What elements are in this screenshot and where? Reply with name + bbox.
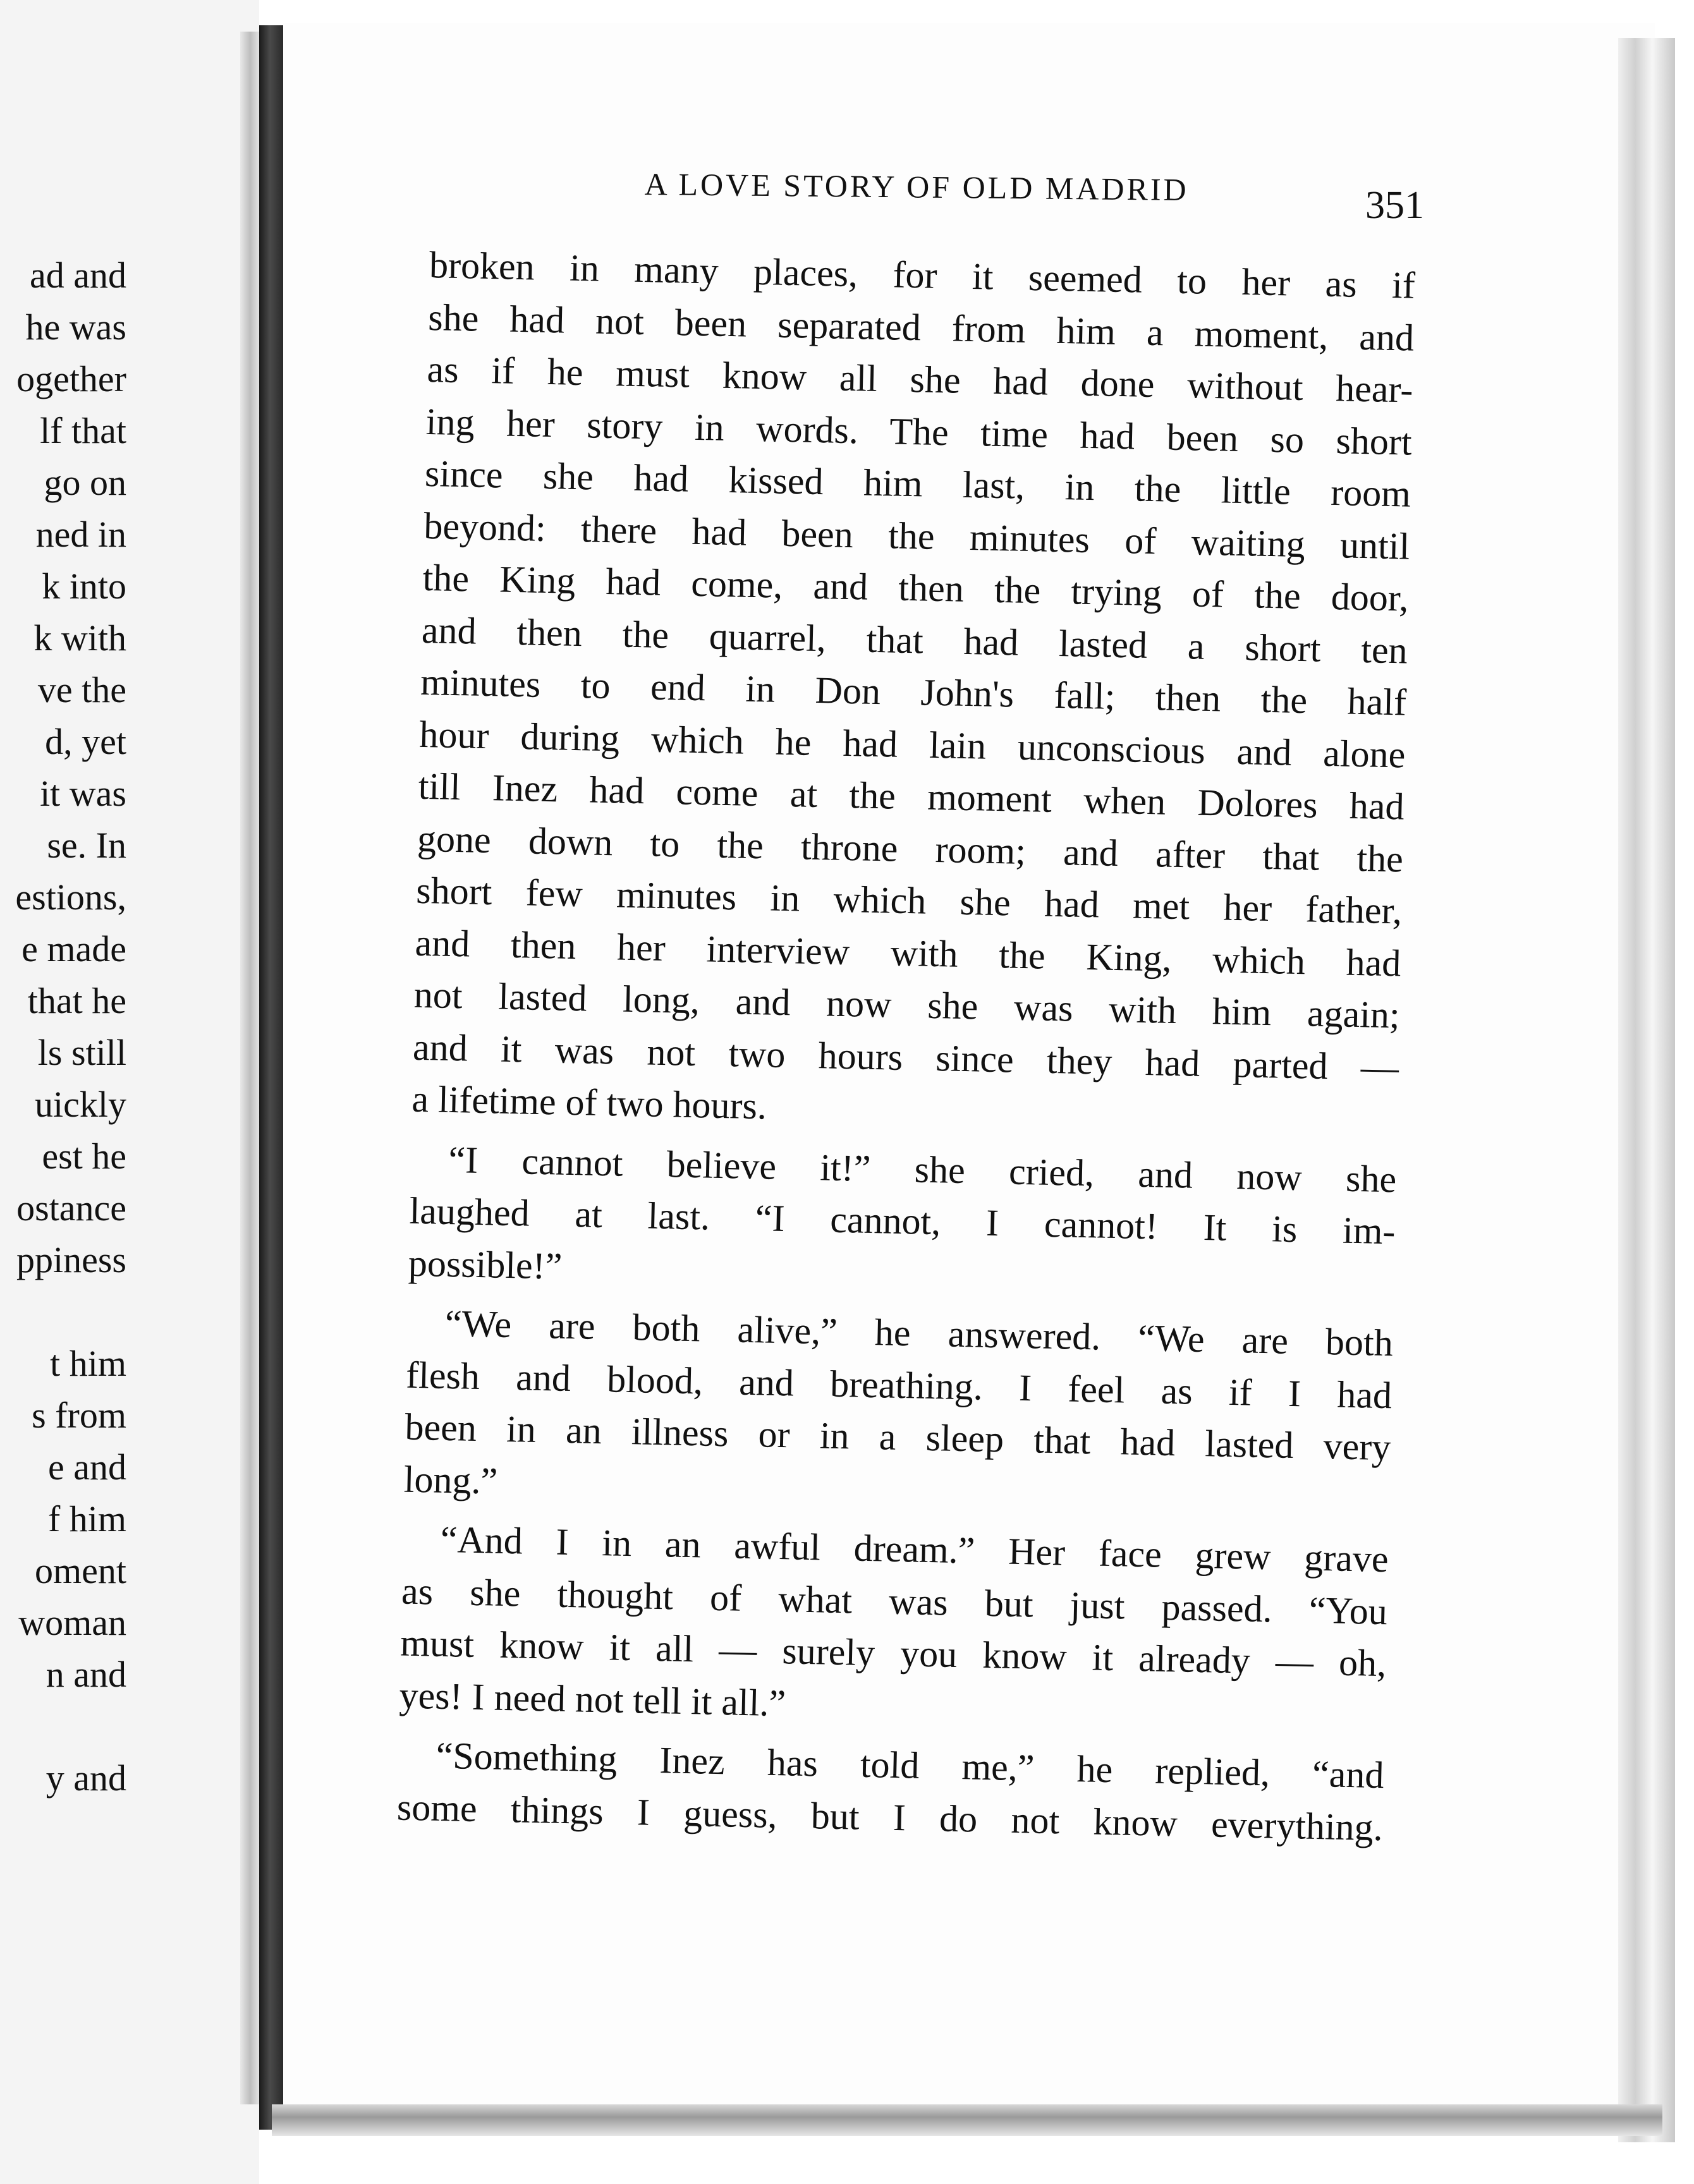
text-line: gone down to the throne room; and after that the <box>417 817 1404 880</box>
text-line: must know it all — surely you know it already — oh, <box>399 1622 1387 1685</box>
previous-page-line: estions, <box>15 877 126 918</box>
previous-page-blank-line <box>0 1701 126 1752</box>
text-line: minutes to end in Don John's fall; then the half <box>420 660 1407 724</box>
previous-page-line: ls still <box>37 1032 126 1073</box>
text-line: as she thought of what was but just passed. “You <box>401 1570 1388 1632</box>
text-line: “We are both alive,” he answered. “We are both <box>444 1302 1394 1364</box>
text-line: been in an illness or in a sleep that had lasted very <box>404 1405 1391 1469</box>
previous-page-line: oment <box>35 1550 126 1591</box>
previous-page-text <box>0 250 126 1804</box>
previous-page-line: ppiness <box>16 1239 126 1280</box>
text-line: possible!” <box>408 1242 563 1287</box>
text-line: beyond: there had been the minutes of waiting until <box>423 504 1410 567</box>
previous-page-line: t him <box>50 1343 126 1384</box>
page-number: 351 <box>1365 184 1424 227</box>
text-line: “Something Inez has told me,” he replied, “and <box>436 1734 1385 1797</box>
text-line: ing her story in words. The time had been so short <box>425 400 1413 463</box>
text-line: “I cannot believe it!” she cried, and now she <box>448 1138 1397 1200</box>
text-line: and then her interview with the King, which had <box>414 921 1402 984</box>
previous-page-line: ostance <box>16 1187 126 1228</box>
text-line: broken in many places, for it seemed to her as if <box>429 243 1416 306</box>
previous-page-line: go on <box>44 462 126 503</box>
text-line: as if he must know all she had done without hear- <box>426 348 1414 411</box>
previous-page-line: ad and <box>30 255 126 296</box>
body-text <box>396 239 1415 1853</box>
text-line: “And I in an awful dream.” Her face grew grave <box>440 1518 1389 1580</box>
page-stack-bottom-edge <box>272 2104 1662 2136</box>
text-line: some things I guess, but I do not know everything. <box>396 1785 1384 1848</box>
text-line: laughed at last. “I cannot, I cannot! It is im- <box>409 1189 1396 1253</box>
text-line: short few minutes in which she had met her father, <box>415 869 1403 932</box>
book-binding-gutter <box>259 25 283 2130</box>
running-head: A LOVE STORY OF OLD MADRID <box>644 166 1189 208</box>
previous-page-line: it was <box>40 773 126 814</box>
previous-page-line: e made <box>21 928 126 969</box>
text-line: the King had come, and then the trying of the door, <box>422 556 1410 619</box>
previous-page-line: k into <box>42 566 126 607</box>
previous-page-line: n and <box>46 1654 126 1695</box>
text-line: yes! I need not tell it all.” <box>399 1674 786 1724</box>
previous-page-line: uickly <box>35 1084 126 1125</box>
text-line: flesh and blood, and breathing. I feel as if I had <box>405 1354 1392 1416</box>
text-line: and it was not two hours since they had parted — <box>412 1026 1399 1088</box>
text-line: since she had kissed him last, in the little room <box>424 452 1411 515</box>
text-line: she had not been separated from him a moment, and <box>427 296 1415 359</box>
previous-page-line: d, yet <box>45 721 126 762</box>
previous-page-line: ned in <box>35 514 126 555</box>
text-line: a lifetime of two hours. <box>411 1077 767 1127</box>
previous-page-line: y and <box>46 1757 126 1799</box>
previous-page-blank-line <box>0 1286 126 1338</box>
previous-page-line: se. In <box>47 825 126 866</box>
previous-page-line: ve the <box>37 669 126 710</box>
previous-page-line: that he <box>27 980 126 1021</box>
previous-page-line: he was <box>25 306 126 348</box>
text-line: long.” <box>403 1458 498 1502</box>
page-stack-right-edge <box>1618 38 1675 2142</box>
previous-page-line: s from <box>32 1395 126 1436</box>
text-line: hour during which he had lain unconscious and alone <box>418 713 1406 775</box>
previous-page-line: woman <box>18 1602 126 1643</box>
previous-page-fragment <box>0 0 259 2184</box>
text-line: and then the quarrel, that had lasted a short ten <box>421 609 1408 672</box>
text-line: not lasted long, and now she was with him again; <box>413 973 1401 1036</box>
previous-page-line: k with <box>34 617 126 658</box>
previous-page-line: e and <box>48 1447 126 1488</box>
previous-page-line: lf that <box>40 410 126 451</box>
previous-page-line: est he <box>42 1136 126 1177</box>
previous-page-line: f him <box>47 1498 126 1539</box>
previous-page-line: ogether <box>16 358 126 399</box>
text-line: till Inez had come at the moment when Dolores had <box>418 765 1405 828</box>
